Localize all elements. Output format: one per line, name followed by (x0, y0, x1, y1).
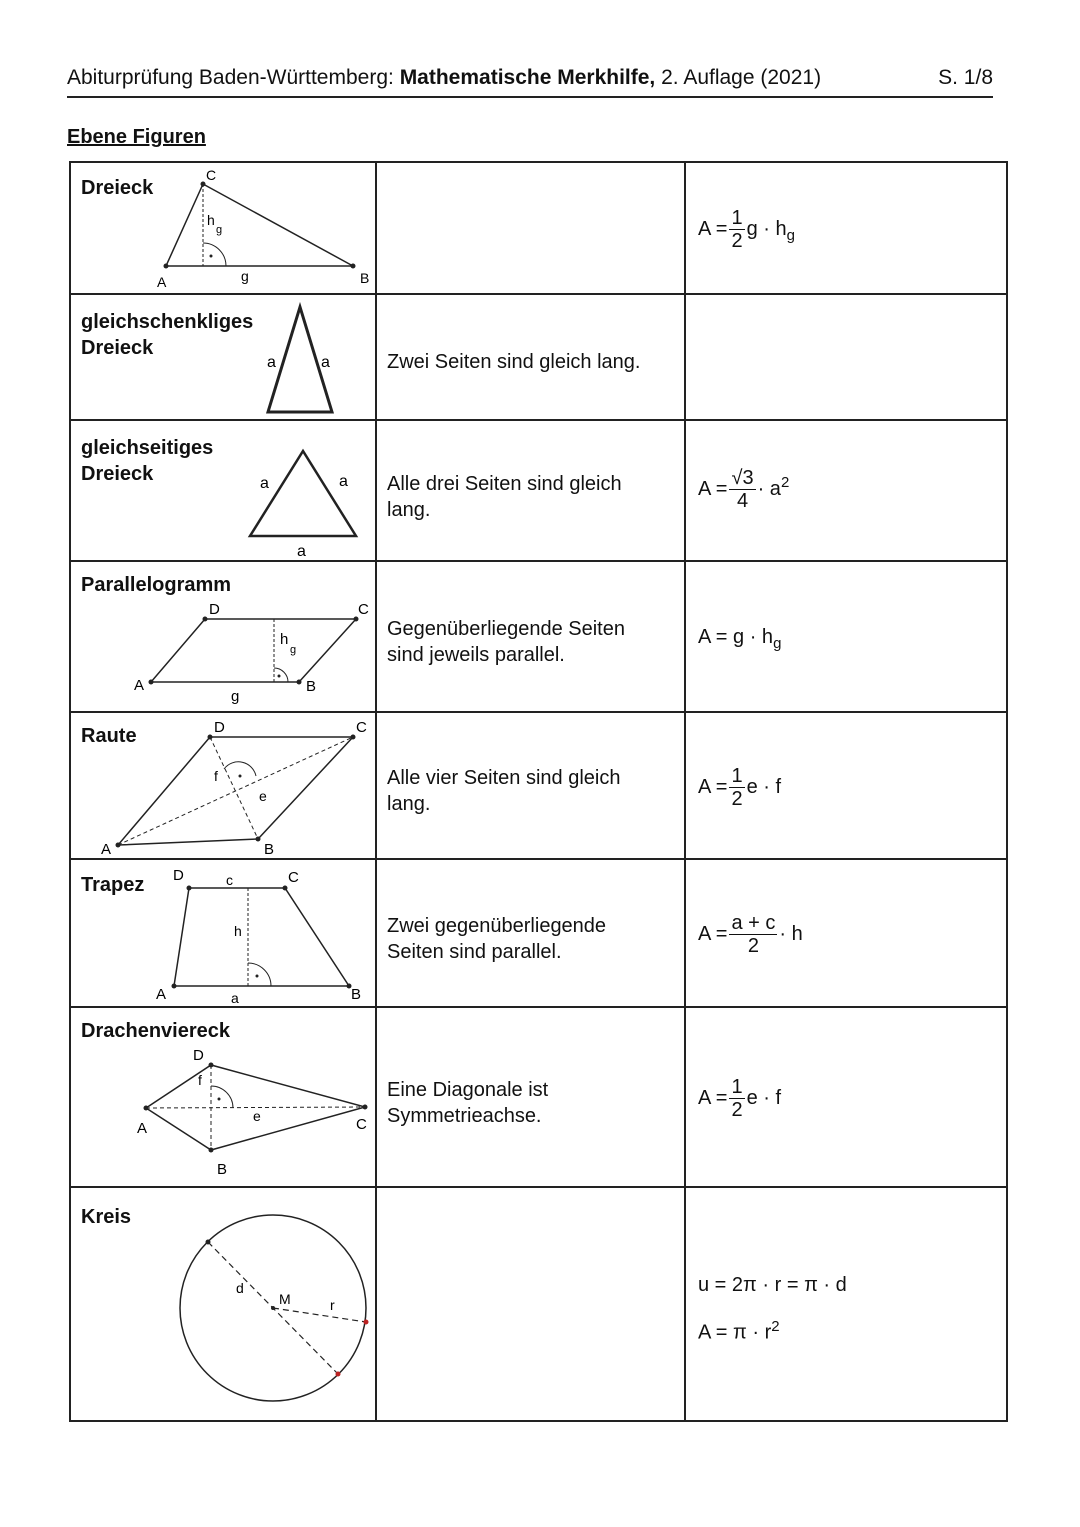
figure-name: Dreieck (81, 177, 154, 199)
label-A: A (156, 986, 167, 1003)
fraction-num: 1 (731, 765, 743, 787)
fraction (729, 467, 755, 512)
cell-formula (685, 162, 1007, 294)
row-drachen (70, 1007, 1007, 1187)
cell-formula (685, 1007, 1007, 1187)
formula-lhs: A = (698, 1086, 728, 1109)
formula-lhs: A = (698, 217, 728, 240)
desc-line2: sind jeweils parallel. (387, 644, 565, 666)
formula-lhs: A = (698, 775, 728, 798)
label-B: B (360, 270, 370, 286)
fraction-num: a + c (731, 912, 776, 934)
desc-line2: lang. (387, 793, 431, 815)
formula-lhs: A = (698, 922, 728, 945)
label-a-right: a (321, 354, 330, 371)
formula-area (698, 467, 789, 512)
row-raute (70, 712, 1007, 859)
cell-description (376, 294, 685, 420)
cell-figure (70, 294, 376, 420)
label-A: A (134, 677, 145, 694)
formula-area (698, 626, 781, 652)
label-a-left: a (267, 354, 276, 371)
formula-area (698, 1076, 781, 1121)
formula-area (698, 207, 795, 252)
formula-area (698, 912, 803, 957)
label-B: B (217, 1161, 228, 1178)
label-A: A (137, 1120, 148, 1137)
fraction (729, 207, 744, 252)
label-f: f (214, 768, 218, 784)
description (387, 471, 622, 523)
label-g: g (241, 268, 249, 284)
label-B: B (351, 986, 362, 1003)
description (387, 1077, 548, 1129)
cell-description (376, 712, 685, 859)
fraction-den: 2 (747, 935, 759, 957)
label-a-left: a (260, 475, 269, 492)
parallelogram-diagram (71, 562, 375, 711)
fraction (729, 765, 744, 810)
label-e: e (253, 1108, 261, 1124)
fraction-den: 4 (736, 490, 749, 512)
label-e: e (259, 788, 267, 804)
label-hg-sub: g (216, 224, 223, 236)
fraction (729, 912, 777, 957)
figure-name: Trapez (81, 874, 145, 896)
formula-sub: g (786, 226, 795, 244)
equilateral-diagram (71, 421, 375, 560)
formula-rest: g · h (746, 217, 787, 240)
label-B: B (306, 678, 317, 695)
page-header (67, 62, 993, 98)
cell-figure (70, 712, 376, 859)
fraction-den: 2 (731, 230, 743, 252)
label-C: C (206, 167, 217, 183)
header-title (67, 66, 821, 90)
label-hg-sub: g (290, 644, 297, 656)
row-gleichschenklig (70, 294, 1007, 420)
rhombus-diagram (71, 713, 375, 858)
desc-line1: Alle vier Seiten sind gleich (387, 767, 621, 789)
formula-rest: e · f (746, 775, 782, 798)
cell-figure (70, 561, 376, 712)
header-suffix: 2. Auflage (2021) (661, 66, 822, 89)
label-r: r (330, 1297, 335, 1313)
label-g: g (231, 688, 240, 705)
name-line1: gleichseitiges (81, 437, 214, 459)
cell-formula (685, 420, 1007, 561)
cell-formula (685, 859, 1007, 1007)
page-number: S. 1/8 (938, 66, 993, 89)
cell-formula (685, 294, 1007, 420)
label-hg: h (207, 212, 215, 228)
desc-line2: Seiten sind parallel. (387, 941, 562, 963)
cell-formula (685, 1187, 1007, 1421)
formula-sup: 2 (780, 474, 790, 492)
cell-figure (70, 162, 376, 294)
fraction-num: 1 (731, 1076, 743, 1098)
formula-area (698, 1318, 780, 1345)
label-h: h (234, 923, 242, 939)
formula-lhs: A = (698, 477, 728, 500)
label-a: a (231, 990, 239, 1006)
fraction-num: √3 (731, 467, 754, 489)
figure-name: Kreis (81, 1206, 132, 1228)
label-D: D (209, 601, 220, 618)
name-line2: Dreieck (81, 337, 154, 359)
figure-name: Raute (81, 725, 137, 747)
desc-line1: Gegenüberliegende Seiten (387, 618, 625, 640)
label-A: A (157, 274, 167, 290)
description (387, 616, 625, 668)
formula-area (698, 765, 781, 810)
desc-line1: Zwei gegenüberliegende (387, 915, 607, 937)
label-D: D (193, 1047, 204, 1064)
row-parallelogramm (70, 561, 1007, 712)
row-trapez (70, 859, 1007, 1007)
desc-line1: Alle drei Seiten sind gleich (387, 473, 622, 495)
cell-description (376, 1007, 685, 1187)
figure-name: Parallelogramm (81, 574, 232, 596)
cell-formula (685, 712, 1007, 859)
label-C: C (356, 1116, 367, 1133)
formula-area-text: A = π · r (698, 1321, 772, 1344)
fraction-den: 2 (731, 788, 743, 810)
description (387, 913, 606, 965)
cell-description (376, 859, 685, 1007)
label-C: C (288, 869, 299, 886)
formula-rest: · a (757, 477, 781, 500)
triangle-diagram (71, 163, 375, 293)
formula-sup: 2 (771, 1318, 780, 1335)
formula-lhs: A = g · h (698, 626, 774, 648)
row-gleichseitig (70, 420, 1007, 561)
name-line1: gleichschenkliges (81, 311, 254, 333)
figure-name: Drachenviereck (81, 1020, 230, 1042)
circle-diagram (71, 1188, 375, 1420)
desc-line1: Eine Diagonale ist (387, 1079, 549, 1101)
label-C: C (358, 601, 369, 618)
formula-sub: g (773, 635, 782, 652)
cell-figure (70, 420, 376, 561)
cell-figure (70, 859, 376, 1007)
fraction (729, 1076, 744, 1121)
cell-description (376, 561, 685, 712)
label-B: B (264, 841, 275, 858)
desc-line2: Symmetrieachse. (387, 1105, 542, 1127)
cell-figure (70, 1007, 376, 1187)
fraction-den: 2 (731, 1099, 743, 1121)
label-hg: h (280, 631, 289, 648)
label-c: c (226, 872, 233, 888)
label-M: M (279, 1291, 291, 1307)
cell-description (376, 162, 685, 294)
label-d: d (236, 1280, 244, 1296)
row-kreis (70, 1187, 1007, 1421)
label-A: A (101, 841, 112, 858)
trapezoid-diagram (71, 860, 375, 1006)
label-D: D (173, 867, 184, 884)
kite-diagram (71, 1008, 375, 1186)
label-a-bottom: a (297, 543, 306, 560)
isosceles-diagram (71, 295, 375, 419)
cell-figure (70, 1187, 376, 1421)
fraction-num: 1 (731, 207, 743, 229)
label-C: C (356, 719, 367, 736)
section-title: Ebene Figuren (67, 126, 206, 148)
label-a-right: a (339, 473, 348, 490)
header-prefix: Abiturprüfung Baden-Württemberg: (67, 66, 394, 89)
cell-description (376, 420, 685, 561)
formula-rest: e · f (746, 1086, 782, 1109)
label-f: f (198, 1072, 202, 1088)
name-line2: Dreieck (81, 463, 154, 485)
desc-line2: lang. (387, 499, 431, 521)
label-D: D (214, 719, 225, 736)
formula-circumference: u = 2π · r = π · d (698, 1274, 847, 1296)
cell-formula (685, 561, 1007, 712)
row-dreieck (70, 162, 1007, 294)
header-bold-title: Mathematische Merkhilfe, (399, 66, 656, 89)
description (387, 765, 620, 817)
formula-rest: · h (779, 922, 803, 945)
cell-description (376, 1187, 685, 1421)
figures-table (69, 161, 1008, 1422)
description: Zwei Seiten sind gleich lang. (387, 351, 641, 373)
